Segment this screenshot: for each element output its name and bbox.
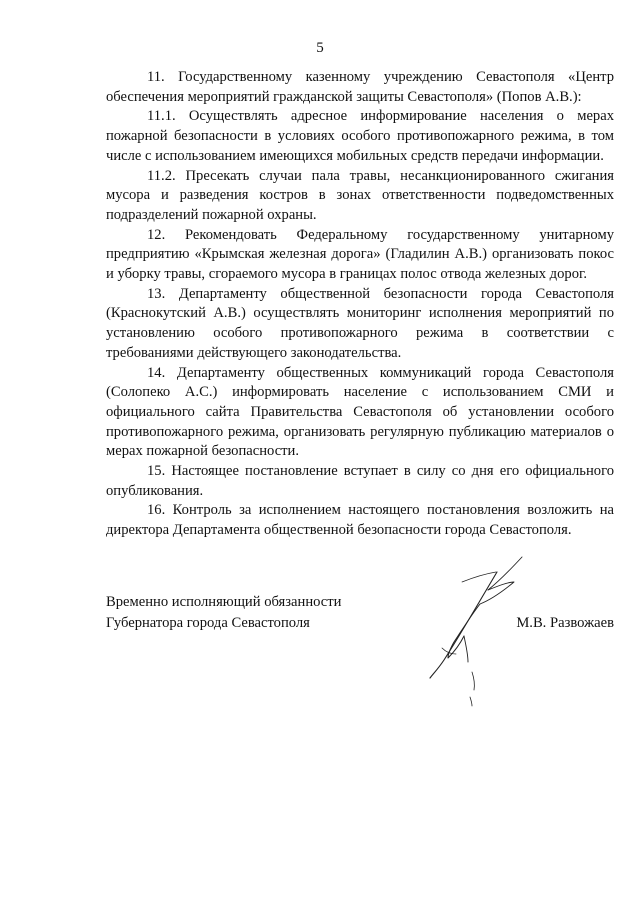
signer-title-line-2: Губернатора города Севастополя <box>106 615 310 631</box>
paragraph-14: 14. Департаменту общественных коммуникаций города Севастополя (Солопеко А.С.) информировать население с использованием СМИ и официального сайта Правительства Севастополя об установлении особого противопожарного режима, организовать регулярную публикацию материалов о мерах пожарной безопасности. <box>106 364 614 460</box>
document-body <box>106 68 614 541</box>
paragraph-11: 11. Государственному казенному учреждению Севастополя «Центр обеспечения мероприятий гражданской защиты Севастополя» (Попов А.В.): <box>106 69 614 105</box>
signer-title-line-1: Временно исполняющий обязанности <box>106 594 342 610</box>
paragraph-16: 16. Контроль за исполнением настоящего постановления возложить на директора Департамента общественной безопасности города Севастополя. <box>106 502 614 539</box>
signer-title <box>106 592 341 634</box>
paragraph-13: 13. Департаменту общественной безопасности города Севастополя (Краснокутский А.В.) осуществлять мониторинг исполнения мероприятий по установлению особого противопожарного режима в соответствии с требованиями действующего законодательства. <box>106 285 614 361</box>
page-number: 5 <box>316 40 324 56</box>
paragraph-15: 15. Настоящее постановление вступает в силу со дня его официального опубликования. <box>106 463 614 499</box>
paragraph-12: 12. Рекомендовать Федеральному государственному унитарному предприятию «Крымская железная дорога» (Гладилин А.В.) организовать покос и уборку травы, сгораемого мусора в границах полос отвода железных дорог. <box>106 226 614 283</box>
paragraph-11-1: 11.1. Осуществлять адресное информирование населения о мерах пожарной безопасности в условиях особого противопожарного режима, в том числе с использованием имеющихся мобильных средств передачи информации. <box>106 108 614 164</box>
paragraph-11-2: 11.2. Пресекать случаи пала травы, несанкционированного сжигания мусора и разведения костров в зонах ответственности подведомственных подразделений пожарной охраны. <box>106 167 614 223</box>
signature-block <box>106 592 614 702</box>
signer-name: М.В. Развожаев <box>516 615 614 631</box>
